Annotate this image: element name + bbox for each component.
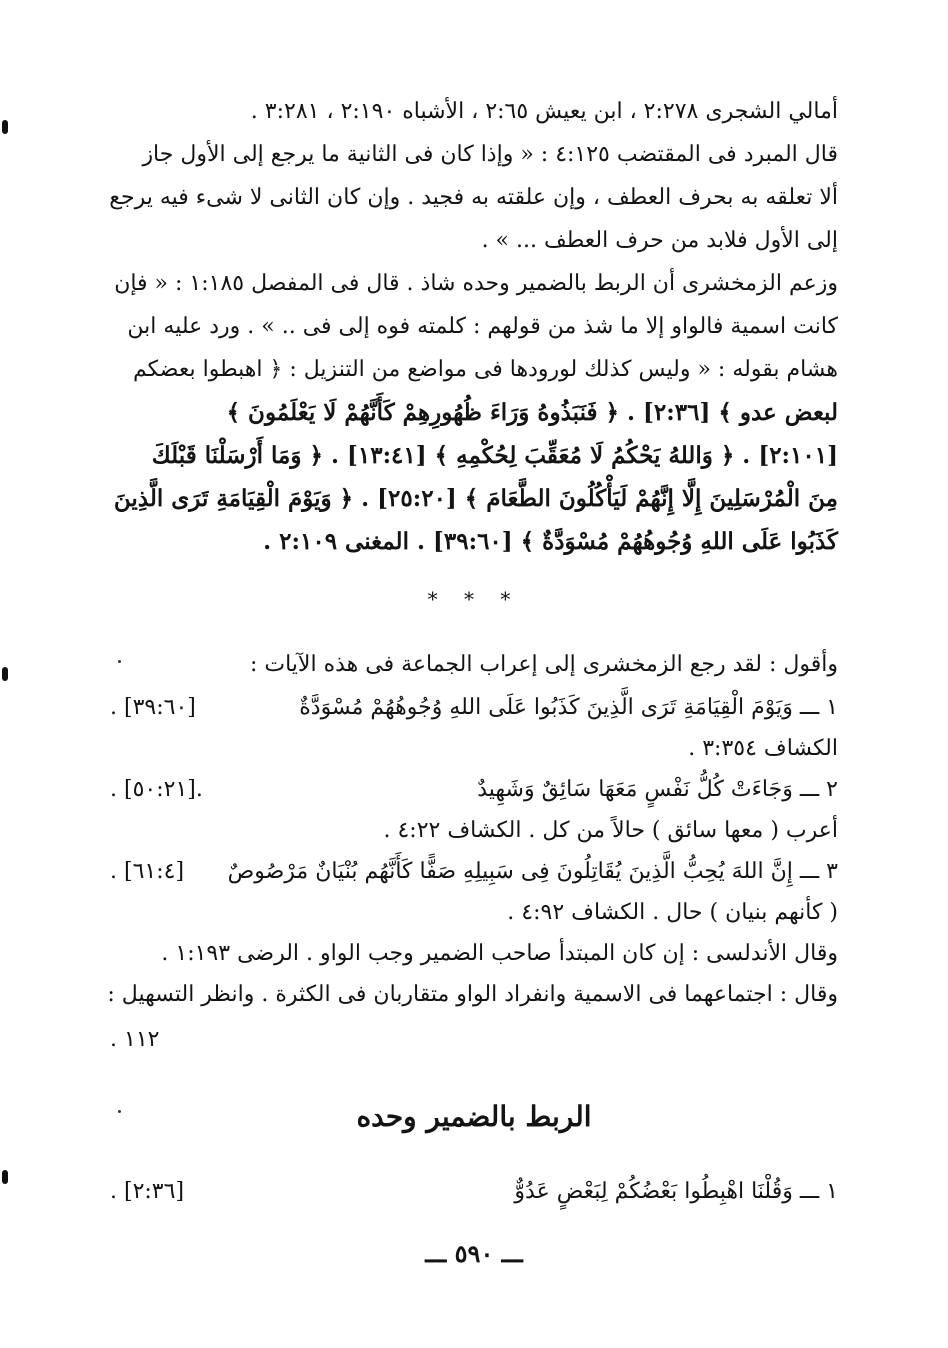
note-line <box>107 975 838 1015</box>
intro-line: وأقول : لقد رجع الزمخشرى إلى إعراب الجماعة فى هذه الآيات : <box>249 652 838 677</box>
note-line <box>110 1020 838 1060</box>
text-line: وزعم الزمخشرى أن الربط بالضمير وحده شاذ . قال فى المفصل ١:١٨٥ : « فإن <box>114 271 838 296</box>
scan-mark <box>2 667 8 681</box>
verse-item <box>110 1172 838 1212</box>
note-text: ١١٢ . <box>110 1027 160 1052</box>
verse-item <box>110 688 838 728</box>
section-heading: الربط بالضمير وحده <box>356 1100 592 1133</box>
verse-ref: [٦١:٤] . <box>110 859 185 884</box>
scan-mark <box>2 120 8 134</box>
text-line: ألا تعلقه به بحرف العطف ، وإن علقته به فجيد . وإن كان الثانى لا شىء فيه يرجع <box>109 185 838 210</box>
note-text: وقال الأندلسى : إن كان المبتدأ صاحب الضمير وجب الواو . الرضى ١:١٩٣ . <box>161 941 838 966</box>
note-text: ( كأنهم بنيان ) حال . الكشاف ٤:٩٢ . <box>507 900 838 925</box>
quran-line: [٢:١٠١] . ﴿ وَاللهُ يَحْكُمُ لَا مُعَقِّبَ لِحُكْمِهِ ﴾ [١٣:٤١] . ﴿ وَمَا أَرْسَلْنَا قَبْلَكَ <box>151 442 838 469</box>
note-line <box>110 729 838 769</box>
verse-item <box>110 770 838 810</box>
note-text: أعرب ( معها سائق ) حالاً من كل . الكشاف ٤:٢٢ . <box>383 818 838 843</box>
verse-ref: [٢:٣٦] . <box>110 1179 185 1204</box>
verse-text: ١ ـــ وَقُلْنَا اهْبِطُوا بَعْضُكُمْ لِبَعْضٍ عَدُوٌّ <box>514 1179 838 1204</box>
text-line: هشام بقوله : « وليس كذلك لورودها فى مواضع من التنزيل : ﴿ اهبطوا بعضكم <box>133 357 838 382</box>
note-text: الكشاف ٣:٣٥٤ . <box>688 736 838 761</box>
quran-line: كَذَبُوا عَلَى اللهِ وُجُوهُهُمْ مُسْوَدَّةٌ ﴾ [٣٩:٦٠] . المغنى ٢:١٠٩ . <box>263 528 838 555</box>
verse-text: ١ ـــ وَيَوْمَ الْقِيَامَةِ تَرَى الَّذِينَ كَذَبُوا عَلَى اللهِ وُجُوهُهُمْ مُسْوَدَّةٌ <box>299 695 838 720</box>
verse-text: ٢ ـــ وَجَاءَتْ كُلُّ نَفْسٍ مَعَهَا سَائِقٌ وَشَهِيدٌ <box>477 777 838 802</box>
note-line <box>110 811 838 851</box>
note-text: وقال : اجتماعهما فى الاسمية وانفراد الواو متقاربان فى الكثرة . وانظر التسهيل : <box>107 982 838 1007</box>
text-line: إلى الأول فلابد من حرف العطف ... » . <box>481 228 838 253</box>
verse-item <box>110 852 838 892</box>
verse-ref: [٣٩:٦٠] . <box>110 695 196 720</box>
section-separator: * * * <box>427 587 521 611</box>
quran-line: لبعض عدو ﴾ [٢:٣٦] . ﴿ فَنَبَذُوهُ وَرَاءَ ظُهُورِهِمْ كَأَنَّهُمْ لَا يَعْلَمُونَ ﴾ <box>226 399 838 426</box>
page-number: ـــ ٥٩٠ ـــ <box>425 1239 523 1268</box>
scan-dot <box>118 660 121 663</box>
scan-dot <box>118 1110 121 1113</box>
note-line <box>110 934 838 974</box>
text-line: قال المبرد فى المقتضب ٤:١٢٥ : « وإذا كان فى الثانية ما يرجع إلى الأول جاز <box>142 142 838 167</box>
text-line: أمالي الشجرى ٢:٢٧٨ ، ابن يعيش ٢:٦٥ ، الأشباه ٢:١٩٠ ، ٣:٢٨١ . <box>250 99 838 124</box>
verse-ref: .[٥٠:٢١] . <box>110 777 203 802</box>
verse-text: ٣ ـــ إِنَّ اللهَ يُحِبُّ الَّذِينَ يُقَاتِلُونَ فِى سَبِيلِهِ صَفًّا كَأَنَّهُم بُنْيَانٌ مَرْصُوصٌ <box>227 859 838 884</box>
quran-line: مِنَ الْمُرْسَلِينَ إِلَّا إِنَّهُمْ لَيَأْكُلُونَ الطَّعَامَ ﴾ [٢٥:٢٠] . ﴿ وَيَوْمَ الْقِيَامَةِ تَرَى الَّذِينَ <box>113 485 838 512</box>
note-line <box>110 893 838 933</box>
scan-mark <box>2 1170 8 1184</box>
text-line: كانت اسمية فالواو إلا ما شذ من قولهم : كلمته فوه إلى فى .. » . ورد عليه ابن <box>127 314 838 339</box>
